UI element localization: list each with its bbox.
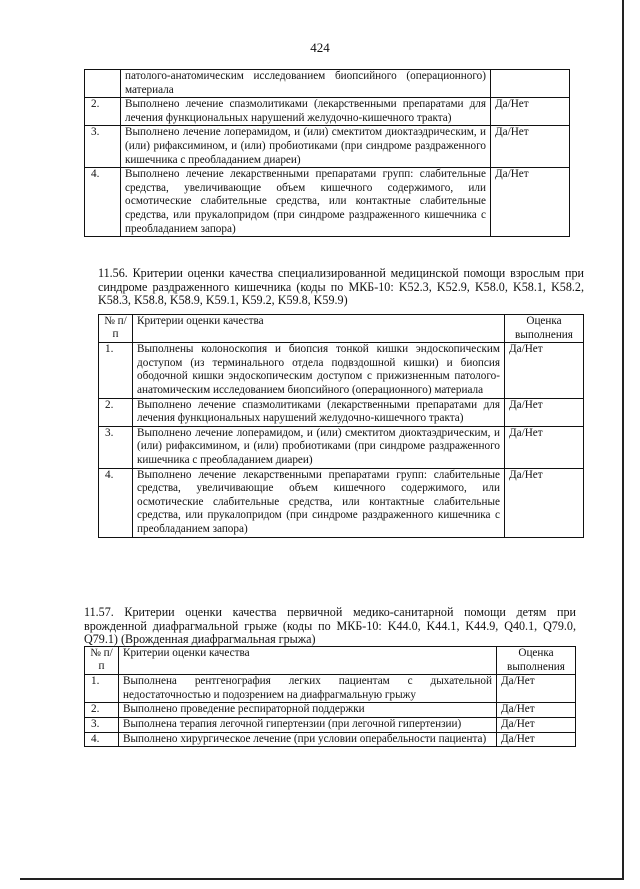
row-criterion: Выполнено хирургическое лечение (при условии операбельности пациента) [119,732,497,747]
row-result: Да/Нет [505,398,584,426]
table-row [85,70,570,98]
table-row [85,98,570,126]
table-row [85,703,576,718]
row-number: 4. [99,468,133,537]
table-row [85,168,570,237]
col-header-criteria: Критерии оценки качества [133,315,505,343]
table-header-row [85,647,576,675]
table-row [99,426,584,468]
row-result: Да/Нет [497,675,576,703]
col-header-criteria: Критерии оценки качества [119,647,497,675]
row-number [85,70,121,98]
row-number: 2. [99,398,133,426]
row-number: 3. [85,126,121,168]
table-row [85,675,576,703]
row-result: Да/Нет [491,168,570,237]
col-header-result: Оценка выполнения [505,315,584,343]
table-header-row [99,315,584,343]
row-number: 3. [85,717,119,732]
section-heading-11-56: 11.56. Критерии оценки качества специализированной медицинской помощи взрослым при синдроме раздраженного кишечника (коды по МКБ-10: K52.3, K52.9, K58.0, K58.1, K58.2, K58.3, K58.8, K58.9, K59.1, K59.2, K59.8, K59.9) [98,266,584,307]
criteria-table-continued [84,69,570,237]
col-header-result: Оценка выполнения [497,647,576,675]
criteria-table-11-57 [84,646,576,747]
criteria-table-11-56 [98,314,584,538]
row-result: Да/Нет [497,703,576,718]
row-criterion: Выполнены колоноскопия и биопсия тонкой кишки эндоскопическим доступом (из терминального отдела подвздошной кишки) и биопсия ободочной кишки эндоскопическим доступом с прижизненным патолого-анатомическим исследованием биопсийного (операционного) материала [133,343,505,398]
row-criterion: Выполнено лечение лекарственными препаратами групп: слабительные средства, увеличивающие объем кишечного содержимого, или осмотические слабительные средства, или контактные слабительные средства, или прукалопридом (при синдроме раздраженного кишечника с преобладанием запора) [121,168,491,237]
row-criterion: Выполнено лечение лоперамидом, и (или) смектитом диоктаэдрическим, и (или) рифаксимином, и (или) пробиотиками (при синдроме раздраженного кишечника с преобладанием диареи) [121,126,491,168]
row-result: Да/Нет [505,343,584,398]
row-result: Да/Нет [505,426,584,468]
row-number: 2. [85,703,119,718]
row-criterion: патолого-анатомическим исследованием биопсийного (операционного) материала [121,70,491,98]
table-row [99,468,584,537]
row-result: Да/Нет [491,126,570,168]
table-row [99,398,584,426]
table-row [99,343,584,398]
row-number: 3. [99,426,133,468]
row-result: Да/Нет [505,468,584,537]
row-number: 4. [85,168,121,237]
row-result: Да/Нет [497,717,576,732]
table-row [85,732,576,747]
row-number: 1. [85,675,119,703]
row-result: Да/Нет [497,732,576,747]
row-result [491,70,570,98]
row-number: 2. [85,98,121,126]
row-criterion: Выполнено лечение спазмолитиками (лекарственными препаратами для лечения функциональных нарушений желудочно-кишечного тракта) [133,398,505,426]
col-header-number: № п/п [85,647,119,675]
row-criterion: Выполнена рентгенография легких пациентам с дыхательной недостаточностью и подозрением на диафрагмальную грыжу [119,675,497,703]
row-criterion: Выполнено лечение лоперамидом, и (или) смектитом диоктаэдрическим, и (или) рифаксимином, и (или) пробиотиками (при синдроме раздраженного кишечника с преобладанием диареи) [133,426,505,468]
col-header-number: № п/п [99,315,133,343]
row-criterion: Выполнено лечение спазмолитиками (лекарственными препаратами для лечения функциональных нарушений желудочно-кишечного тракта) [121,98,491,126]
row-result: Да/Нет [491,98,570,126]
row-criterion: Выполнено лечение лекарственными препаратами групп: слабительные средства, увеличивающие объем кишечного содержимого, или осмотические слабительные средства, или контактные слабительные средства, или прукалопридом (при синдроме раздраженного кишечника с преобладанием запора) [133,468,505,537]
row-criterion: Выполнена терапия легочной гипертензии (при легочной гипертензии) [119,717,497,732]
page-number: 424 [310,40,330,55]
section-heading-11-57: 11.57. Критерии оценки качества первичной медико-санитарной помощи детям при врожденной диафрагмальной грыже (коды по МКБ-10: K44.0, K44.1, K44.9, Q40.1, Q79.0, Q79.1) (Врожденная диафрагмальная грыжа) [84,605,576,646]
table-row [85,126,570,168]
row-number: 4. [85,732,119,747]
row-number: 1. [99,343,133,398]
table-row [85,717,576,732]
row-criterion: Выполнено проведение респираторной поддержки [119,703,497,718]
